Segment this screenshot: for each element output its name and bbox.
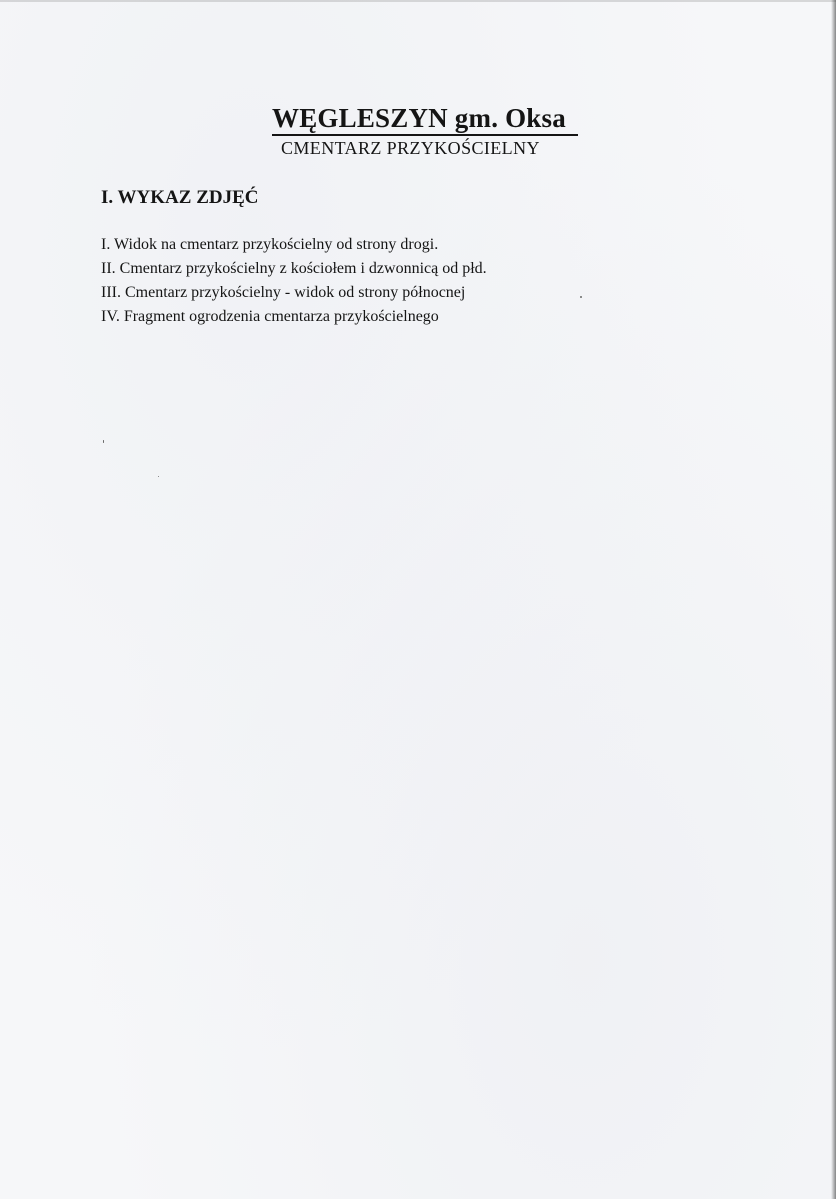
scan-edge-top bbox=[0, 0, 836, 2]
title-underline bbox=[272, 134, 578, 136]
scan-speck bbox=[103, 440, 104, 443]
photo-list-item: I. Widok na cmentarz przykościelny od strony drogi. bbox=[101, 236, 439, 253]
photo-list-item: II. Cmentarz przykościelny z kościołem i dzwonnicą od płd. bbox=[101, 260, 487, 277]
page-title: WĘGLESZYN gm. Oksa bbox=[272, 103, 566, 133]
photo-list bbox=[101, 233, 487, 329]
scan-speck bbox=[158, 476, 159, 477]
section-heading: I. WYKAZ ZDJĘĆ bbox=[101, 187, 259, 208]
scan-edge-right bbox=[831, 0, 836, 1199]
photo-list-item: III. Cmentarz przykościelny - widok od strony północnej bbox=[101, 284, 466, 301]
scan-speck bbox=[580, 296, 582, 298]
photo-list-item: IV. Fragment ogrodzenia cmentarza przykościelnego bbox=[101, 308, 439, 325]
page-subtitle: CMENTARZ PRZYKOŚCIELNY bbox=[281, 138, 540, 158]
